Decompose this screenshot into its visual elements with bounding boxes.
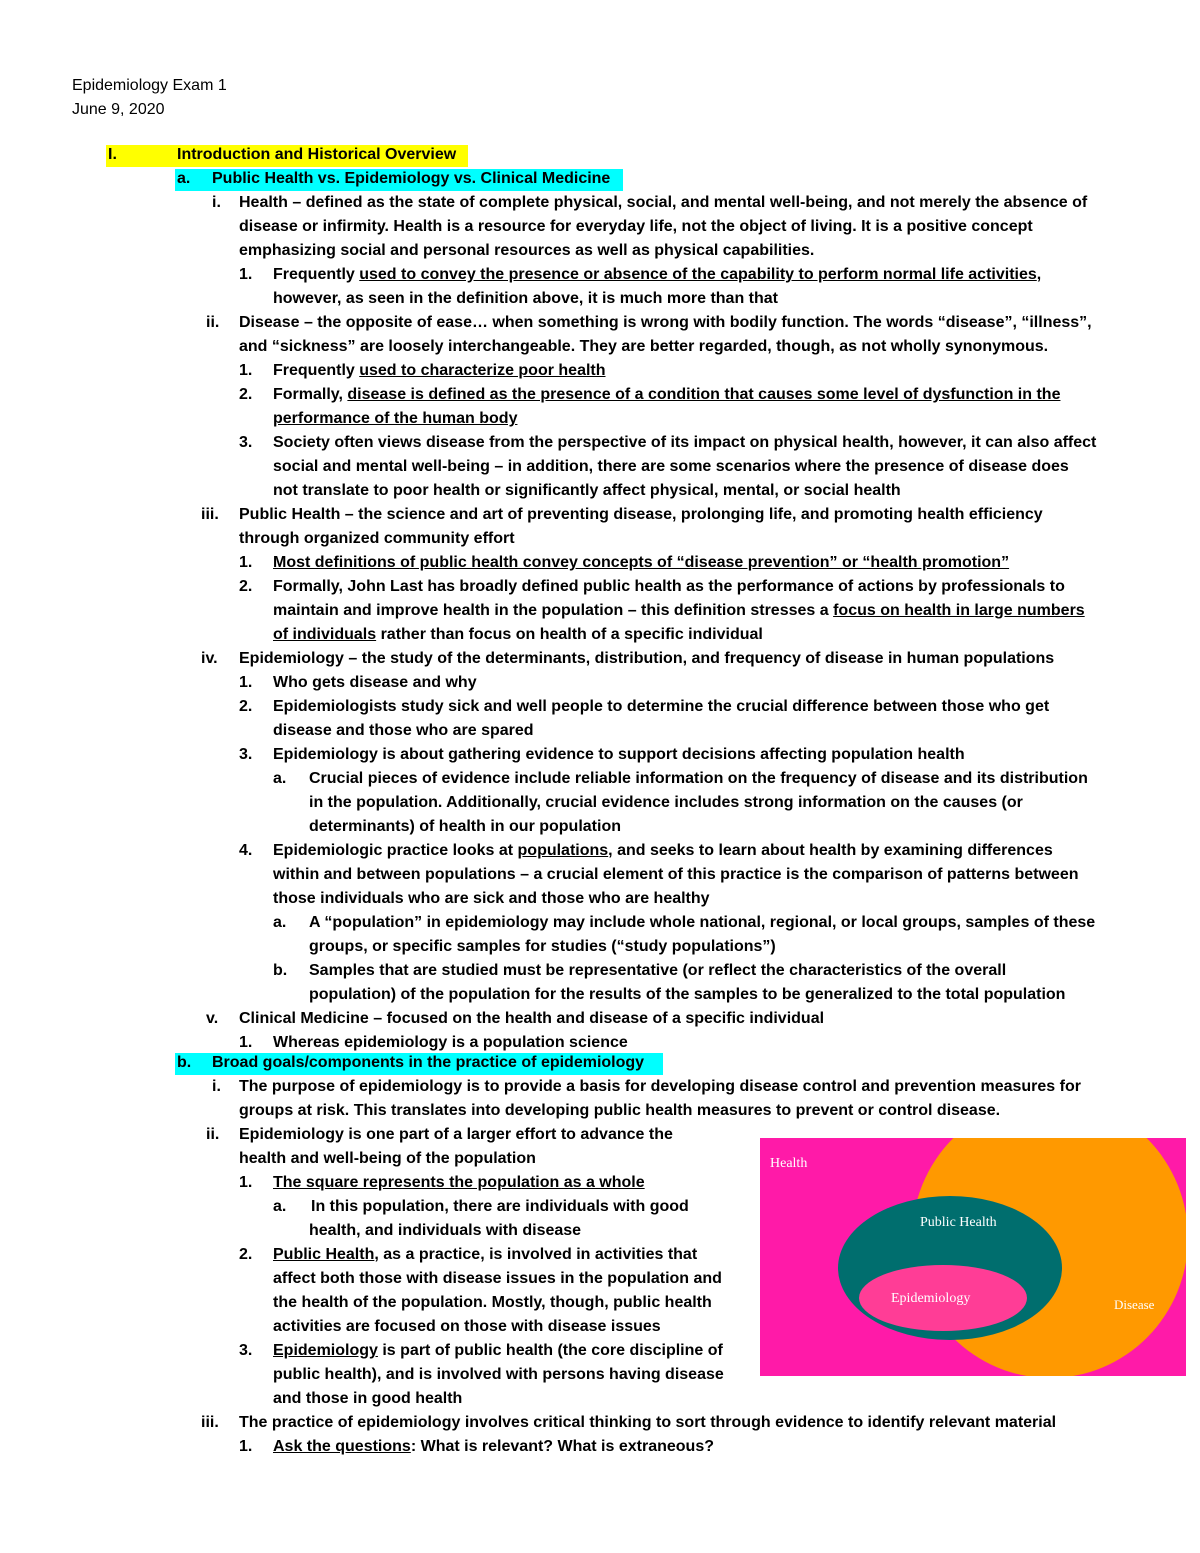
a-iv-3a-marker: a. — [273, 770, 287, 787]
a-iv-2-marker: 2. — [239, 698, 253, 715]
a-iv-4-line3: those individuals who are sick and those who are healthy — [273, 890, 710, 907]
a-ii-2-line1: Formally, disease is defined as the presence of a condition that causes some level of dysfunction in the — [273, 386, 1061, 403]
a-i-line3: emphasizing social and personal resources as well as physical capabilities. — [239, 242, 815, 259]
a-iv-line1: Epidemiology – the study of the determinants, distribution, and frequency of disease in human populations — [239, 650, 1055, 667]
section-I-title: Introduction and Historical Overview — [177, 146, 457, 163]
a-iv-2-line2: disease and those who are spared — [273, 722, 534, 739]
a-ii-3-marker: 3. — [239, 434, 253, 451]
public-health-label: Public Health — [920, 1215, 997, 1230]
disease-label: Disease — [1114, 1297, 1155, 1312]
b-ii-3-line1: Epidemiology is part of public health (the core discipline of — [273, 1342, 723, 1359]
a-iv-4-line2: within and between populations – a crucial element of this practice is the comparison of patterns between — [273, 866, 1079, 883]
section-a-marker: a. — [177, 170, 191, 187]
a-iii-2-line3: of individuals rather than focus on health of a specific individual — [273, 626, 763, 643]
a-iv-4a-line1: A “population” in epidemiology may include whole national, regional, or local groups, samples of these — [309, 914, 1096, 931]
a-iv-4-marker: 4. — [239, 842, 253, 859]
b-ii-2-line2: affect both those with disease issues in the population and — [273, 1270, 722, 1287]
a-i-line1: Health – defined as the state of complete physical, social, and mental well-being, and not merely the absence of — [239, 194, 1088, 211]
a-v-1-marker: 1. — [239, 1034, 253, 1051]
a-ii-3-line1: Society often views disease from the perspective of its impact on physical health, however, it can also affect — [273, 434, 1097, 451]
a-iv-4a-line2: groups, or specific samples for studies (“study populations”) — [309, 938, 776, 955]
a-iii-1-line1: Most definitions of public health convey concepts of “disease prevention” or “health promotion” — [273, 554, 1010, 571]
a-i-1-marker: 1. — [239, 266, 253, 283]
b-ii-1-marker: 1. — [239, 1174, 253, 1191]
section-b-title: Broad goals/components in the practice of epidemiology — [212, 1054, 645, 1071]
b-ii-3-line2: public health), and is involved with persons having disease — [273, 1366, 724, 1383]
a-iii-marker: iii. — [201, 506, 219, 523]
b-ii-3-marker: 3. — [239, 1342, 253, 1359]
a-ii-2-marker: 2. — [239, 386, 253, 403]
a-iv-marker: iv. — [201, 650, 218, 667]
b-ii-2-line4: activities are focused on those with disease issues — [273, 1318, 661, 1335]
section-b-marker: b. — [177, 1054, 192, 1071]
a-ii-3-line3: not translate to poor health or significantly affect physical, mental, or social health — [273, 482, 901, 499]
document-title: Epidemiology Exam 1 — [72, 77, 227, 94]
b-iii-1-line1: Ask the questions: What is relevant? What is extraneous? — [273, 1438, 714, 1455]
b-ii-1a-line2: health, and individuals with disease — [309, 1222, 582, 1239]
a-ii-marker: ii. — [206, 314, 220, 331]
a-iv-1-marker: 1. — [239, 674, 253, 691]
b-iii-line1: The practice of epidemiology involves critical thinking to sort through evidence to identify relevant material — [239, 1414, 1057, 1431]
a-iv-3a-line1: Crucial pieces of evidence include reliable information on the frequency of disease and its distribution — [309, 770, 1088, 787]
a-iii-line1: Public Health – the science and art of preventing disease, prolonging life, and promoting health efficiency — [239, 506, 1043, 523]
a-iv-4b-line2: population) of the population for the results of the samples to be generalized to the total population — [309, 986, 1066, 1003]
b-ii-2-line1: Public Health, as a practice, is involved in activities that — [273, 1246, 698, 1263]
a-ii-3-line2: social and mental well-being – in addition, there are some scenarios where the presence of disease does — [273, 458, 1069, 475]
epidemiology-label: Epidemiology — [891, 1291, 971, 1306]
a-i-marker: i. — [212, 194, 221, 211]
a-iii-2-marker: 2. — [239, 578, 253, 595]
b-ii-3-line3: and those in good health — [273, 1390, 463, 1407]
a-iii-1-marker: 1. — [239, 554, 253, 571]
b-i-line1: The purpose of epidemiology is to provide a basis for developing disease control and prevention measures for — [239, 1078, 1081, 1095]
b-ii-marker: ii. — [206, 1126, 220, 1143]
b-ii-1-line1: The square represents the population as a whole — [273, 1174, 645, 1191]
a-iii-2-line2: maintain and improve health in the population – this definition stresses a focus on health in large numbers — [273, 602, 1085, 619]
a-iii-line2: through organized community effort — [239, 530, 515, 547]
b-iii-1-marker: 1. — [239, 1438, 253, 1455]
a-iv-4b-marker: b. — [273, 962, 288, 979]
b-ii-1a-line1: In this population, there are individuals with good — [311, 1198, 689, 1215]
b-ii-2-marker: 2. — [239, 1246, 253, 1263]
a-ii-line2: and “sickness” are loosely interchangeable. They are better regarded, though, as not wholly synonymous. — [239, 338, 1049, 355]
health-label: Health — [770, 1156, 808, 1171]
a-iv-3a-line2: in the population. Additionally, crucial evidence includes strong information on the causes (or — [309, 794, 1023, 811]
a-v-line1: Clinical Medicine – focused on the health and disease of a specific individual — [239, 1010, 825, 1027]
a-ii-1-line1: Frequently used to characterize poor health — [273, 362, 606, 379]
a-iii-2-line1: Formally, John Last has broadly defined public health as the performance of actions by professionals to — [273, 578, 1065, 595]
a-iv-4a-marker: a. — [273, 914, 287, 931]
b-ii-line1: Epidemiology is one part of a larger effort to advance the — [239, 1126, 673, 1143]
a-iv-3a-line3: determinants) of health in our population — [309, 818, 621, 835]
section-I-marker: I. — [108, 146, 117, 163]
a-iv-1-line1: Who gets disease and why — [273, 674, 477, 691]
a-iv-2-line1: Epidemiologists study sick and well people to determine the crucial difference between those who get — [273, 698, 1050, 715]
b-ii-1a-marker: a. — [273, 1198, 287, 1215]
a-i-line2: disease or infirmity. Health is a resource for everyday life, not the object of living. It is a positive concept — [239, 218, 1033, 235]
b-iii-marker: iii. — [201, 1414, 219, 1431]
a-i-1-line2: however, as seen in the definition above, it is much more than that — [273, 290, 778, 307]
a-iv-4b-line1: Samples that are studied must be representative (or reflect the characteristics of the overall — [309, 962, 1007, 979]
a-iv-3-marker: 3. — [239, 746, 253, 763]
a-ii-2-line2: performance of the human body — [273, 410, 518, 427]
a-v-marker: v. — [206, 1010, 219, 1027]
population-venn-diagram — [760, 1138, 1186, 1376]
a-ii-1-marker: 1. — [239, 362, 253, 379]
a-iv-4-line1: Epidemiologic practice looks at populations, and seeks to learn about health by examining differences — [273, 842, 1053, 859]
b-i-line2: groups at risk. This translates into developing public health measures to prevent or control disease. — [239, 1102, 1001, 1119]
a-iv-3-line1: Epidemiology is about gathering evidence to support decisions affecting population health — [273, 746, 965, 763]
a-v-1-line1: Whereas epidemiology is a population science — [273, 1034, 628, 1051]
b-ii-2-line3: the health of the population. Mostly, though, public health — [273, 1294, 712, 1311]
b-i-marker: i. — [212, 1078, 221, 1095]
document-date: June 9, 2020 — [72, 101, 165, 118]
section-a-title: Public Health vs. Epidemiology vs. Clinical Medicine — [212, 170, 611, 187]
b-ii-line2: health and well-being of the population — [239, 1150, 536, 1167]
a-ii-line1: Disease – the opposite of ease… when something is wrong with bodily function. The words “disease”, “illness”, — [239, 314, 1092, 331]
a-i-1-line1: Frequently used to convey the presence or absence of the capability to perform normal life activities, — [273, 266, 1042, 283]
